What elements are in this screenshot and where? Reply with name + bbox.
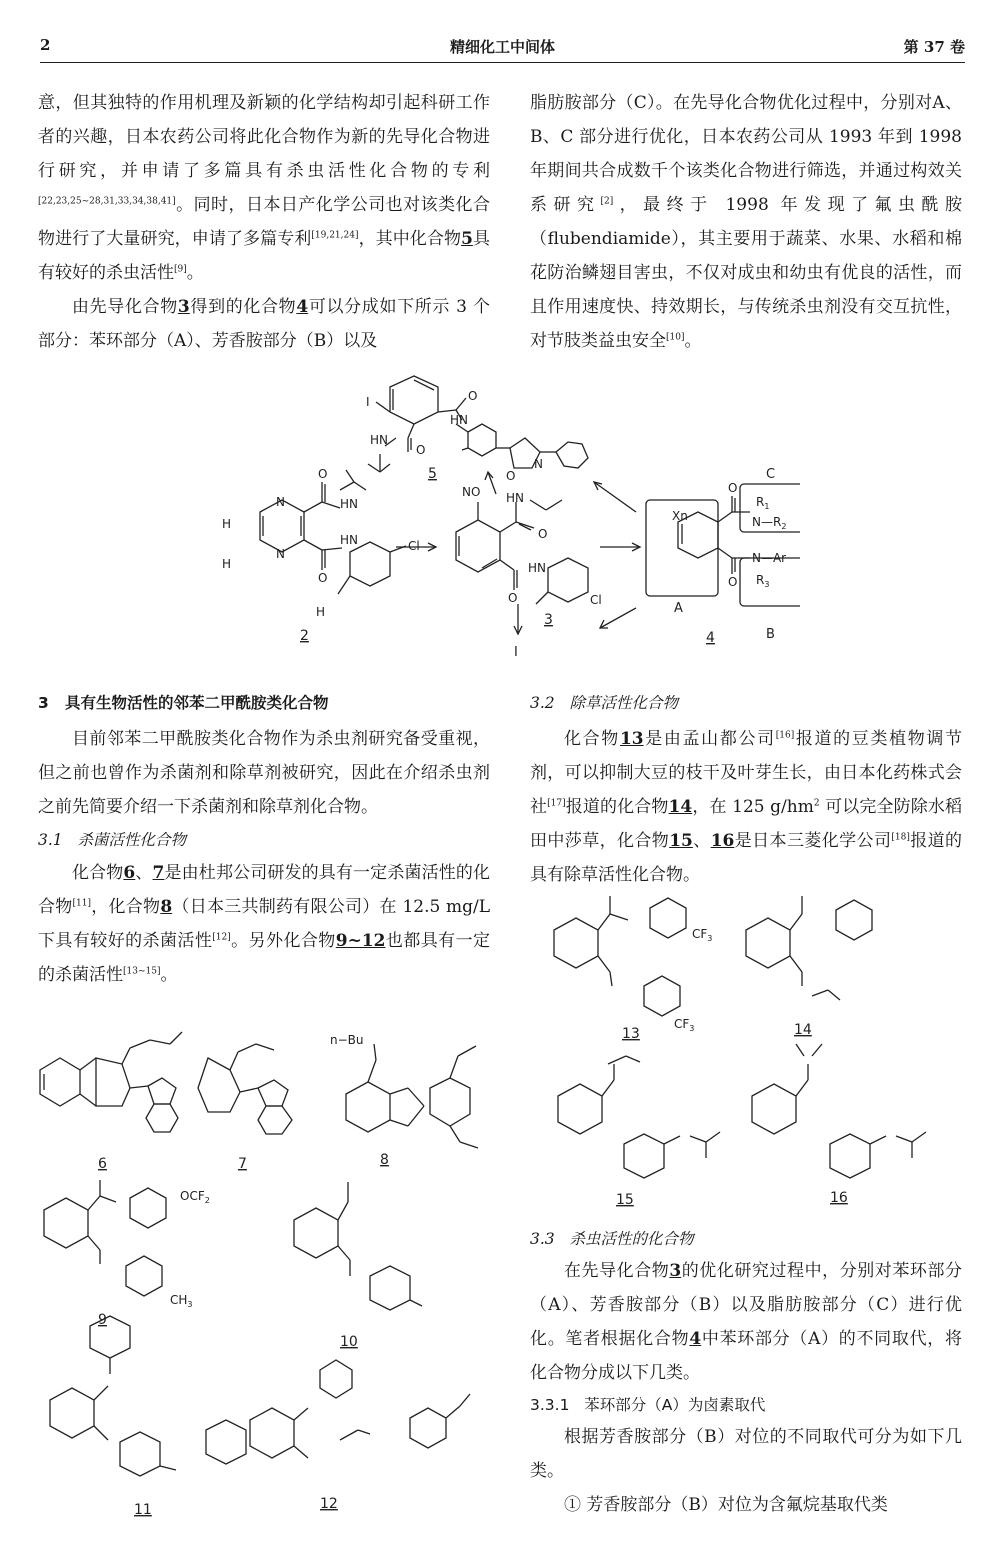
paragraph-fungicides: 化合物6、7是由杜邦公司研发的具有一定杀菌活性的化合物[11]，化合物8（日本三共制药有限公司）在 12.5 mg/L 下具有较好的杀菌活性[12]。另外化合物9~12也都具有一定的杀菌活性[13~15]。 bbox=[38, 863, 491, 985]
left-column-section3 bbox=[38, 688, 490, 992]
svg-text:O: O bbox=[468, 389, 478, 403]
svg-text:NO: NO bbox=[462, 485, 481, 499]
svg-text:N: N bbox=[276, 547, 285, 561]
fungicide-structure-atoms bbox=[170, 1033, 364, 1309]
compound-10-label: 10 bbox=[340, 1334, 358, 1350]
svg-text:O: O bbox=[538, 527, 548, 541]
compound-16-structure bbox=[752, 1044, 926, 1178]
svg-text:O: O bbox=[318, 571, 328, 585]
svg-text:N: N bbox=[276, 495, 285, 509]
svg-text:R3: $R_3$ bbox=[756, 573, 770, 589]
paragraph-compound-parts: 由先导化合物3得到的化合物4可以分成如下所示 3 个部分：苯环部分（A）、芳香胺部分（B）以及 bbox=[38, 297, 491, 351]
compound-4-structure bbox=[646, 484, 800, 606]
compound-11-structure bbox=[50, 1316, 246, 1476]
reaction-scheme bbox=[200, 372, 800, 662]
compound-6-label: 6 bbox=[98, 1156, 107, 1172]
compound-7-structure bbox=[198, 1044, 292, 1134]
svg-text:HN: HN bbox=[370, 433, 388, 447]
svg-text:O: O bbox=[728, 481, 738, 495]
svg-text:HN: HN bbox=[340, 497, 358, 511]
svg-text:O: O bbox=[508, 591, 518, 605]
paragraph-halogen-subs: 根据芳香胺部分（B）对位的不同取代可分为如下几类。 bbox=[530, 1427, 962, 1481]
compound-4-label: 4 bbox=[706, 630, 715, 646]
compound-9-label: 9 bbox=[98, 1312, 107, 1328]
svg-text:CF3: $CF_3$ bbox=[674, 1017, 695, 1033]
svg-text:CH3: $CH_3$ bbox=[170, 1293, 193, 1309]
compound-5-label: 5 bbox=[428, 466, 437, 482]
svg-text:R1: $R_1$ bbox=[756, 495, 770, 511]
compound-15-label: 15 bbox=[616, 1192, 634, 1208]
svg-text:O: O bbox=[416, 443, 426, 457]
journal-title: 精细化工中间体 bbox=[449, 38, 555, 56]
compound-2-structure bbox=[260, 470, 406, 594]
compound-6-structure bbox=[40, 1032, 182, 1132]
svg-text:Cl: Cl bbox=[408, 539, 420, 553]
herbicide-structure-atoms bbox=[674, 927, 712, 1033]
section-31-heading: 3.1 杀菌活性化合物 bbox=[38, 831, 186, 849]
svg-text:Cl: Cl bbox=[590, 593, 602, 607]
page-header bbox=[40, 36, 965, 60]
right-column-section33 bbox=[530, 1224, 962, 1522]
fungicide-structures bbox=[30, 1030, 500, 1535]
svg-text:CF3: $CF_3$ bbox=[692, 927, 713, 943]
compound-13-structure bbox=[554, 896, 686, 1016]
svg-text:HN: HN bbox=[450, 413, 468, 427]
compound-8-structure bbox=[346, 1044, 478, 1148]
compound-14-structure bbox=[746, 896, 872, 1000]
svg-text:HN: HN bbox=[528, 561, 546, 575]
compound-5-structure bbox=[368, 376, 588, 472]
svg-text:O: O bbox=[506, 469, 516, 483]
svg-text:HN: HN bbox=[340, 533, 358, 547]
svg-text:Xn: Xn bbox=[672, 509, 688, 523]
part-a-label: A bbox=[674, 601, 683, 616]
right-column-top bbox=[530, 86, 962, 358]
svg-text:H: H bbox=[222, 557, 232, 571]
paragraph-herbicides: 化合物13是由孟山都公司[16]报道的豆类植物调节剂，可以抑制大豆的枝干及叶芽生长，由日本化药株式会社[17]报道的化合物14，在 125 $g/hm^2$ 可以完全防除水稻田中莎草，化合物15、16是日本三菱化学公司[18]报道的具有除草活性化合物。 bbox=[530, 729, 963, 885]
section-331-heading: 3.3.1 苯环部分（A）为卤素取代 bbox=[530, 1396, 766, 1414]
svg-text:n−Bu: n−Bu bbox=[330, 1033, 364, 1047]
arrow-product-label: I bbox=[514, 645, 518, 660]
svg-text:HN: HN bbox=[506, 491, 524, 505]
paragraph-section3-intro: 目前邻苯二甲酰胺类化合物作为杀虫剂研究备受重视，但之前也曾作为杀菌剂和除草剂被研究，因此在介绍杀虫剂之前先简要介绍一下杀菌剂和除草剂化合物。 bbox=[38, 729, 490, 817]
svg-text:N—Ar: N—Ar bbox=[752, 551, 787, 565]
compound-13-label: 13 bbox=[622, 1026, 640, 1042]
svg-text:N: N bbox=[534, 457, 543, 471]
herbicide-structures bbox=[540, 886, 970, 1216]
section-3-heading: 3 具有生物活性的邻苯二甲酰胺类化合物 bbox=[38, 694, 329, 712]
section-33-heading: 3.3 杀虫活性的化合物 bbox=[530, 1230, 694, 1248]
volume-label: 第 37 卷 bbox=[903, 38, 965, 56]
compound-12-structure bbox=[250, 1360, 470, 1458]
paragraph-flubendiamide: 脂肪胺部分（C）。在先导化合物优化过程中，分别对A、B、C 部分进行优化，日本农药公司从 1993 年到 1998 年期间共合成数千个该类化合物进行筛选，并通过构效关系研究[2]，最终于 1998 年发现了氟虫酰胺（flubendiamide），其主要用于蔬菜、水果、水稻和棉花防治鳞翅目害虫，不仅对成虫和幼虫有优良的活性，而且作用速度快、持效期长，与传统杀虫剂没有交互抗性，对节肢类益虫安全[10]。 bbox=[530, 93, 963, 351]
part-b-label: B bbox=[766, 627, 775, 642]
compound-15-structure bbox=[558, 1056, 720, 1178]
compound-3-atoms bbox=[462, 485, 602, 607]
svg-text:OCF2: $OCF_2$ bbox=[180, 1189, 210, 1205]
header-rule bbox=[40, 62, 965, 63]
part-c-label: C bbox=[766, 467, 776, 482]
svg-text:H: H bbox=[222, 517, 232, 531]
compound-9-structure bbox=[44, 1180, 166, 1296]
compound-11-label: 11 bbox=[134, 1502, 152, 1518]
right-column-section32 bbox=[530, 688, 962, 892]
page-number: 2 bbox=[40, 36, 51, 54]
paragraph-intro: 意，但其独特的作用机理及新颖的化学结构却引起科研工作者的兴趣，日本农药公司将此化合物作为新的先导化合物进行研究，并申请了多篇具有杀虫活性化合物的专利[22,23,25~28,31,33,34,38,41]。同时，日本日产化学公司也对该类化合物进行了大量研究，申请了多篇专利[19,21,24]，其中化合物5具有较好的杀虫活性[9]。 bbox=[38, 93, 491, 283]
compound-8-label: 8 bbox=[380, 1152, 389, 1168]
left-column-top bbox=[38, 86, 490, 358]
svg-text:O: O bbox=[318, 467, 328, 481]
compound-3-structure bbox=[456, 500, 588, 604]
compound-14-label: 14 bbox=[794, 1022, 812, 1038]
compound-10-structure bbox=[294, 1182, 422, 1310]
compound-2-atoms bbox=[222, 467, 420, 619]
herbicide-labels bbox=[616, 1022, 848, 1208]
paragraph-insecticides: 在先导化合物3的优化研究过程中，分别对苯环部分（A）、芳香胺部分（B）以及脂肪胺部分（C）进行优化。笔者根据化合物4中苯环部分（A）的不同取代，将化合物分成以下几类。 bbox=[530, 1261, 963, 1383]
compound-4-atoms bbox=[672, 481, 786, 589]
svg-text:N—R2: $N—R_2$ bbox=[752, 515, 787, 531]
compound-7-label: 7 bbox=[238, 1156, 247, 1172]
svg-text:I: I bbox=[366, 395, 370, 409]
compound-16-label: 16 bbox=[830, 1190, 848, 1206]
compound-3-label: 3 bbox=[544, 612, 553, 628]
compound-2-label: 2 bbox=[300, 628, 309, 644]
section-32-heading: 3.2 除草活性化合物 bbox=[530, 694, 678, 712]
compound-12-label: 12 bbox=[320, 1496, 338, 1512]
svg-text:H: H bbox=[316, 605, 326, 619]
svg-text:O: O bbox=[728, 575, 738, 589]
list-item-fluoroalkyl: ① 芳香胺部分（B）对位为含氟烷基取代类 bbox=[564, 1495, 888, 1515]
